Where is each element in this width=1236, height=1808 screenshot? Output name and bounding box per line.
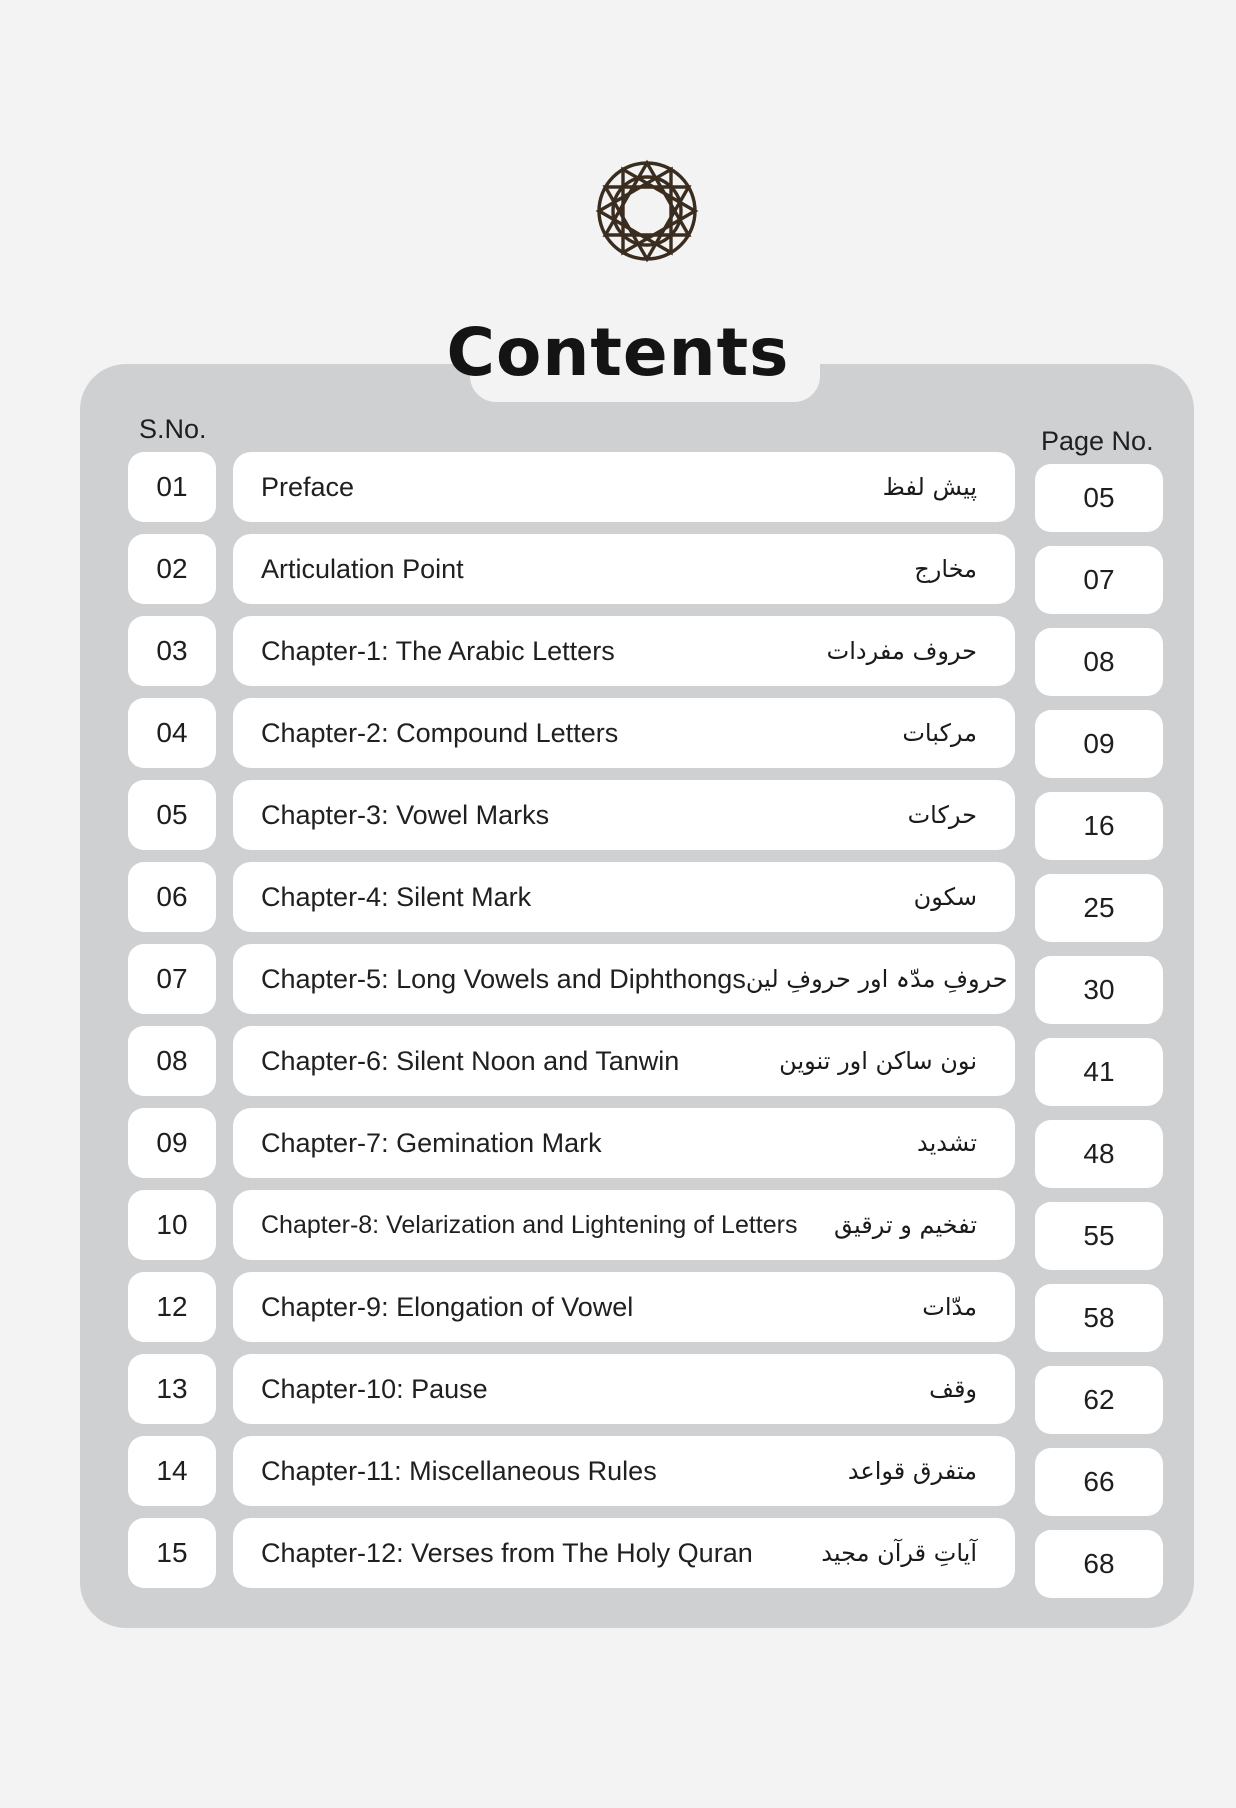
entry-title-english: Chapter-9: Elongation of Vowel — [261, 1291, 634, 1322]
contents-row[interactable] — [0, 616, 1236, 690]
entry-title-english: Chapter-7: Gemination Mark — [261, 1127, 602, 1158]
entry-title-box — [233, 944, 1015, 1014]
page-title: Contents — [446, 314, 790, 391]
page-number: 66 — [1035, 1448, 1163, 1516]
page-number: 48 — [1035, 1120, 1163, 1188]
entry-title-urdu: وقف — [929, 1375, 977, 1403]
entry-title-urdu: مخارج — [914, 555, 977, 583]
entry-title-box — [233, 1026, 1015, 1096]
entry-title-english: Chapter-8: Velarization and Lightening of Letters — [261, 1210, 798, 1239]
entry-title-urdu: مدّات — [922, 1293, 977, 1321]
page-number: 41 — [1035, 1038, 1163, 1106]
serial-number: 04 — [128, 698, 216, 768]
serial-number: 10 — [128, 1190, 216, 1260]
contents-row[interactable] — [0, 862, 1236, 936]
entry-title-urdu: تشدید — [917, 1129, 977, 1157]
serial-number: 15 — [128, 1518, 216, 1588]
serial-number: 03 — [128, 616, 216, 686]
entry-title-box — [233, 1518, 1015, 1588]
entry-title-box — [233, 1190, 1015, 1260]
entry-title-urdu: پیش لفظ — [882, 473, 977, 501]
contents-row[interactable] — [0, 1518, 1236, 1592]
page-number: 62 — [1035, 1366, 1163, 1434]
contents-row[interactable] — [0, 780, 1236, 854]
entry-title-english: Chapter-12: Verses from The Holy Quran — [261, 1537, 753, 1568]
entry-title-box — [233, 862, 1015, 932]
entry-title-urdu: متفرق قواعد — [847, 1457, 977, 1485]
entry-title-box — [233, 452, 1015, 522]
entry-title-box — [233, 534, 1015, 604]
contents-row[interactable] — [0, 1190, 1236, 1264]
entry-title-english: Chapter-5: Long Vowels and Diphthongs — [261, 963, 746, 994]
contents-row[interactable] — [0, 452, 1236, 526]
serial-number: 12 — [128, 1272, 216, 1342]
contents-row[interactable] — [0, 1436, 1236, 1510]
entry-title-box — [233, 616, 1015, 686]
page-number: 55 — [1035, 1202, 1163, 1270]
entry-title-english: Chapter-11: Miscellaneous Rules — [261, 1455, 657, 1486]
entry-title-english: Chapter-2: Compound Letters — [261, 717, 619, 748]
page-number: 30 — [1035, 956, 1163, 1024]
contents-row[interactable] — [0, 1272, 1236, 1346]
entry-title-urdu: سکون — [913, 883, 977, 911]
contents-row[interactable] — [0, 1354, 1236, 1428]
contents-row[interactable] — [0, 534, 1236, 608]
entry-title-urdu: حروفِ مدّہ اور حروفِ لین — [745, 965, 1008, 993]
entry-title-box — [233, 698, 1015, 768]
entry-title-urdu: نون ساکن اور تنوین — [779, 1047, 977, 1075]
serial-number: 07 — [128, 944, 216, 1014]
entry-title-urdu: تفخیم و ترقیق — [833, 1211, 977, 1239]
contents-row[interactable] — [0, 698, 1236, 772]
serial-number: 05 — [128, 780, 216, 850]
contents-row[interactable] — [0, 944, 1236, 1018]
page-number: 07 — [1035, 546, 1163, 614]
contents-row[interactable] — [0, 1108, 1236, 1182]
contents-row[interactable] — [0, 1026, 1236, 1100]
page-number: 16 — [1035, 792, 1163, 860]
page-number: 25 — [1035, 874, 1163, 942]
entry-title-urdu: آیاتِ قرآن مجید — [821, 1539, 977, 1567]
entry-title-english: Chapter-10: Pause — [261, 1373, 488, 1404]
entry-title-english: Chapter-1: The Arabic Letters — [261, 635, 615, 666]
page-number: 05 — [1035, 464, 1163, 532]
serial-number: 09 — [128, 1108, 216, 1178]
entry-title-box — [233, 1272, 1015, 1342]
entry-title-english: Preface — [261, 471, 355, 502]
page-number: 58 — [1035, 1284, 1163, 1352]
serial-number: 14 — [128, 1436, 216, 1506]
page-number: 09 — [1035, 710, 1163, 778]
page-number: 08 — [1035, 628, 1163, 696]
entry-title-english: Articulation Point — [261, 553, 464, 584]
entry-title-box — [233, 1108, 1015, 1178]
geometric-star-ornament-icon — [594, 158, 700, 264]
serial-number: 13 — [128, 1354, 216, 1424]
page-number: 68 — [1035, 1530, 1163, 1598]
entry-title-english: Chapter-6: Silent Noon and Tanwin — [261, 1045, 680, 1076]
entry-title-urdu: حرکات — [907, 801, 977, 829]
entry-title-box — [233, 780, 1015, 850]
entry-title-urdu: مرکبات — [902, 719, 977, 747]
entry-title-urdu: حروف مفردات — [826, 637, 977, 665]
sno-column-header: S.No. — [139, 414, 207, 444]
entry-title-english: Chapter-3: Vowel Marks — [261, 799, 550, 830]
entry-title-box — [233, 1436, 1015, 1506]
serial-number: 01 — [128, 452, 216, 522]
serial-number: 02 — [128, 534, 216, 604]
entry-title-box — [233, 1354, 1015, 1424]
serial-number: 06 — [128, 862, 216, 932]
page-column-header: Page No. — [1041, 426, 1154, 456]
serial-number: 08 — [128, 1026, 216, 1096]
entry-title-english: Chapter-4: Silent Mark — [261, 881, 532, 912]
